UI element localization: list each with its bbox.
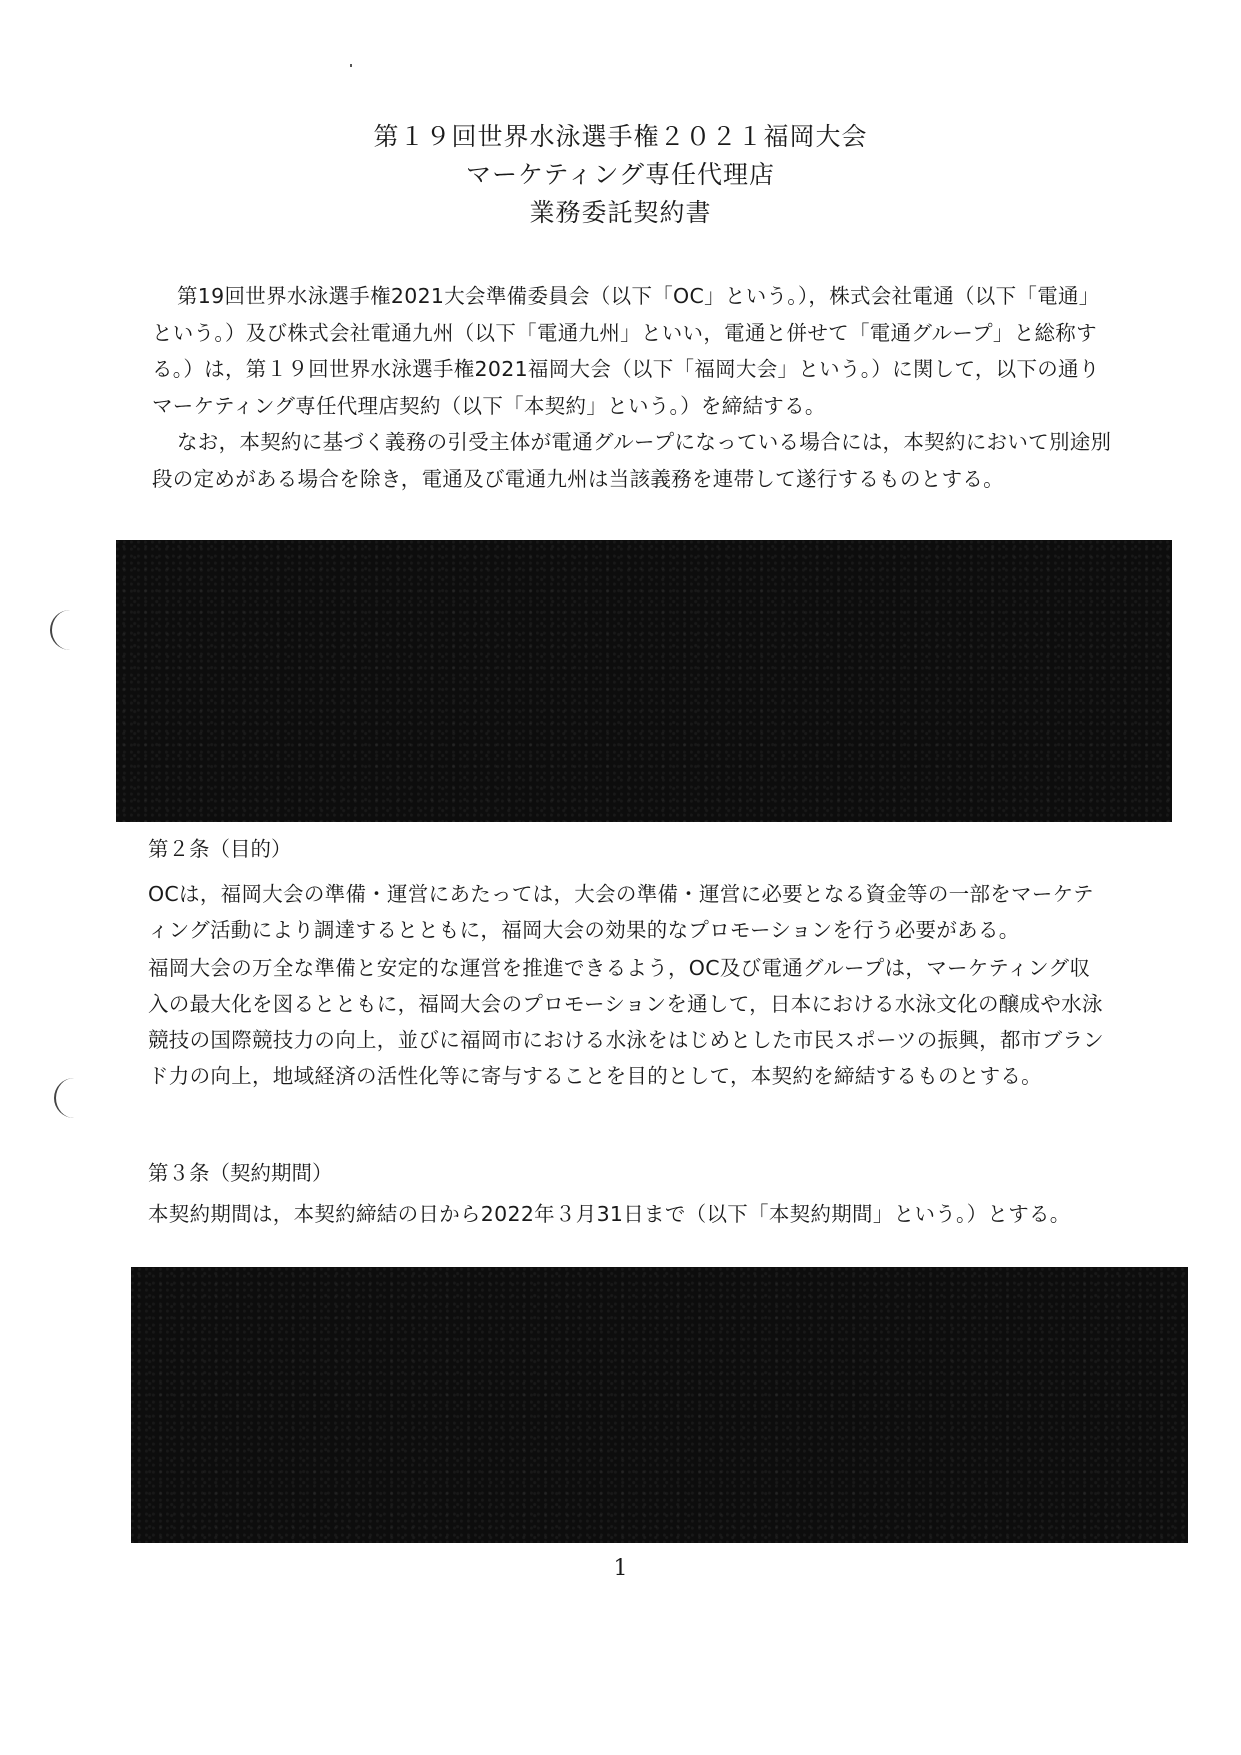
margin-bracket-mark: [50, 610, 74, 650]
title-line-1: 第１９回世界水泳選手権２０２１福岡大会: [373, 122, 868, 151]
article-3-heading: 第３条（契約期間）: [148, 1161, 333, 1185]
article-2-body-first: OCは，福岡大会の準備・運営にあたっては，大会の準備・運営に必要となる資金等の一部をマーケティング活動により調達するとともに，福岡大会の効果的なプロモーションを行う必要がある。: [148, 882, 1094, 942]
title-line-2: マーケティング専任代理店: [465, 160, 775, 189]
redaction-block: [116, 540, 1172, 822]
title-line-3: 業務委託契約書: [529, 198, 712, 227]
margin-bracket-mark: [54, 1078, 78, 1118]
document-title: [0, 118, 1241, 232]
article-2-heading: 第２条（目的）: [148, 837, 292, 861]
page-number: 1: [613, 1556, 628, 1581]
scan-artifact: [350, 64, 352, 67]
article-3-body: 本契約期間は，本契約締結の日から2022年３月31日まで（以下「本契約期間」という。）とする。: [148, 1202, 1071, 1226]
redaction-block: [131, 1267, 1188, 1543]
article-2-body-second: 福岡大会の万全な準備と安定的な運営を推進できるよう，OC及び電通グループは，マーケティング収入の最大化を図るとともに，福岡大会のプロモーションを通して，日本における水泳文化の醸成や水泳競技の国際競技力の向上，並びに福岡市における水泳をはじめとした市民スポーツの振興，都市ブランド力の向上，地域経済の活性化等に寄与することを目的として，本契約を締結するものとする。: [148, 956, 1104, 1088]
intro-paragraph-parties: 第19回世界水泳選手権2021大会準備委員会（以下「OC」という。），株式会社電通（以下「電通」という。）及び株式会社電通九州（以下「電通九州」といい，電通と併せて「電通グループ」と総称する。）は，第１９回世界水泳選手権2021福岡大会（以下「福岡大会」という。）に関して，以下の通りマーケティング専任代理店契約（以下「本契約」という。）を締結する。: [152, 284, 1100, 418]
intro-paragraph-joint-liability: なお，本契約に基づく義務の引受主体が電通グループになっている場合には，本契約において別途別段の定めがある場合を除き，電通及び電通九州は当該義務を連帯して遂行するものとする。: [152, 430, 1112, 491]
